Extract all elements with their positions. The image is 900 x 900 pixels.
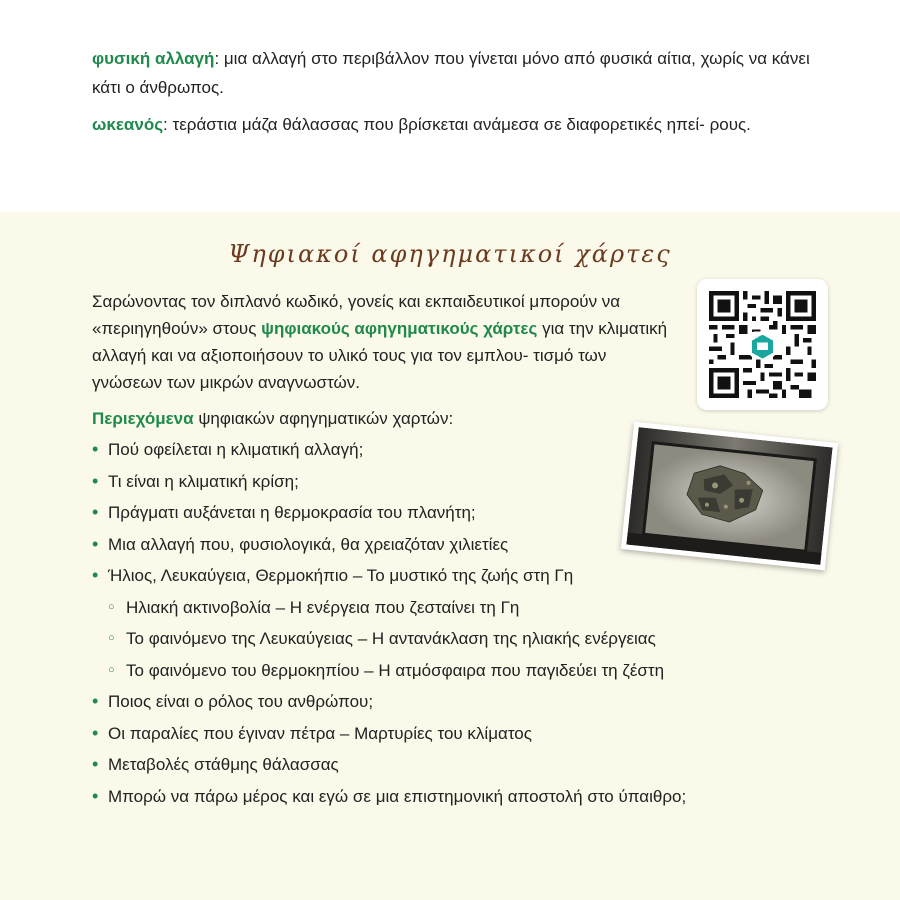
contents-item: • Μεταβολές στάθμης θάλασσας [92, 749, 812, 781]
glossary-term: φυσική αλλαγή [92, 49, 215, 68]
contents-heading-rest: ψηφιακών αφηγηματικών χαρτών: [193, 409, 454, 428]
glossary-definition: : τεράστια μάζα θάλασσας που βρίσκεται ανάμεσα σε διαφορετικές ηπεί- ρους. [163, 115, 751, 134]
contents-subitem: ○ Ηλιακή ακτινοβολία – Η ενέργεια που ζεσταίνει τη Γη [92, 592, 812, 624]
contents-item: • Μια αλλαγή που, φυσιολογικά, θα χρειαζόταν χιλιετίες [92, 529, 812, 561]
intro-link[interactable]: ψηφιακούς αφηγηματικούς χάρτες [261, 319, 538, 338]
glossary-definition: : μια αλλαγή στο περιβάλλον που γίνεται μόνο από φυσικά αίτια, χωρίς να κάνει κάτι ο άνθρωπος. [92, 49, 810, 97]
glossary-entry [92, 110, 822, 139]
intro-text: Σαρώνοντας τον διπλανό κωδικό, γονείς και εκπαιδευτικοί μπορούν να «περιηγηθούν» στους [92, 292, 621, 338]
intro-text-end: για την κλιματική αλλαγή και να αξιοποιήσουν το υλικό τους για τον εμπλου- τισμό των γνώσεων των μικρών αναγνωστών. [92, 319, 668, 392]
glossary-term: ωκεανός [92, 115, 164, 134]
intro-paragraph [92, 288, 677, 396]
qr-code-icon [709, 291, 816, 398]
contents-item: • Πού οφείλεται η κλιματική αλλαγή; [92, 434, 812, 466]
qr-code-card[interactable] [697, 279, 828, 410]
contents-item: • Ήλιος, Λευκαύγεια, Θερμοκήπιο – Το μυστικό της ζωής στη Γη [92, 560, 812, 592]
glossary [92, 44, 822, 147]
specimen-photo [621, 422, 838, 571]
contents-item: • Μπορώ να πάρω μέρος και εγώ σε μια επιστημονική αποστολή στο ύπαιθρο; [92, 781, 812, 813]
contents-item: • Οι παραλίες που έγιναν πέτρα – Μαρτυρίες του κλίματος [92, 718, 812, 750]
contents-item: • Ποιος είναι ο ρόλος του ανθρώπου; [92, 686, 812, 718]
contents-heading-highlight: Περιεχόμενα [92, 409, 194, 428]
contents-subitem: ○ Το φαινόμενο της Λευκαύγειας – Η αντανάκλαση της ηλιακής ενέργειας [92, 623, 812, 655]
rock-specimen-image [626, 427, 832, 565]
contents-subitem: ○ Το φαινόμενο του θερμοκηπίου – Η ατμόσφαιρα που παγιδεύει τη ζέστη [92, 655, 812, 687]
glossary-entry [92, 44, 822, 102]
contents-heading [92, 405, 612, 433]
contents-item: • Τι είναι η κλιματική κρίση; [92, 466, 812, 498]
contents-item: • Πράγματι αυξάνεται η θερμοκρασία του πλανήτη; [92, 497, 812, 529]
section-title: Ψηφιακοί αφηγηματικοί χάρτες [228, 240, 672, 268]
